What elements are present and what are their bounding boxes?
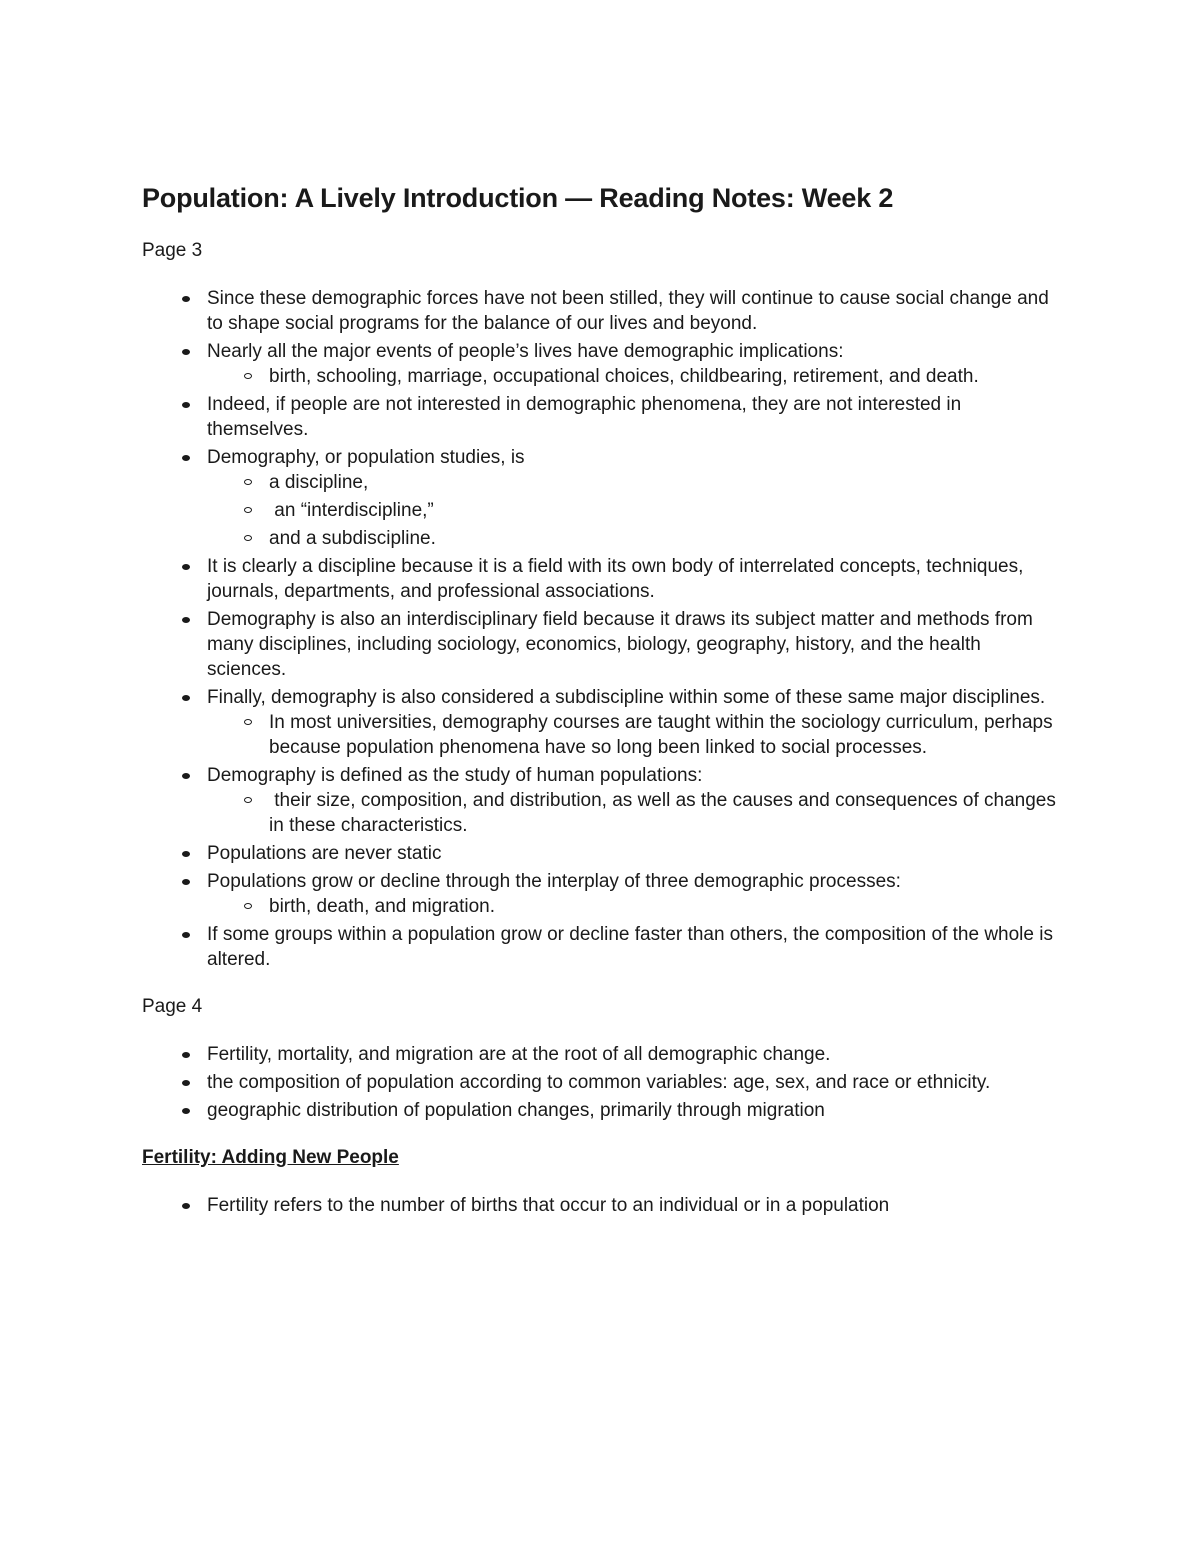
hollow-bullet-icon: [244, 479, 252, 485]
sub-bullet-text: birth, death, and migration.: [269, 896, 496, 917]
bullet-item: [142, 392, 1062, 442]
bullet-text: Fertility, mortality, and migration are at the root of all demographic change.: [207, 1044, 831, 1065]
hollow-bullet-icon: [244, 507, 252, 513]
bullet-dot-icon: [182, 879, 190, 885]
page-4-label: Page 4: [142, 996, 203, 1017]
bullet-text: Populations grow or decline through the interplay of three demographic processes:: [207, 871, 901, 892]
bullet-dot-icon: [182, 1108, 190, 1114]
bullet-item: [142, 685, 1062, 760]
sub-bullet-text: an “interdiscipline,”: [269, 500, 434, 521]
hollow-bullet-icon: [244, 535, 252, 541]
sub-bullet-text: birth, schooling, marriage, occupational choices, childbearing, retirement, and death.: [269, 366, 979, 387]
bullet-dot-icon: [182, 932, 190, 938]
bullet-text: Nearly all the major events of people’s lives have demographic implications:: [207, 341, 844, 362]
bullet-item: [142, 445, 1062, 551]
bullet-item: [142, 1098, 1062, 1123]
sub-bullet-list: [207, 710, 1062, 760]
bullet-text: Demography, or population studies, is: [207, 447, 525, 468]
sub-bullet-list: [207, 364, 1062, 389]
bullet-item: [142, 286, 1062, 336]
sub-bullet-list: [207, 894, 1062, 919]
bullet-dot-icon: [182, 617, 190, 623]
bullet-dot-icon: [182, 455, 190, 461]
bullet-item: [142, 339, 1062, 389]
bullet-item: [142, 1042, 1062, 1067]
bullet-item: [142, 554, 1062, 604]
bullet-dot-icon: [182, 1203, 190, 1209]
sub-bullet-text: and a subdiscipline.: [269, 528, 436, 549]
bullet-dot-icon: [182, 1052, 190, 1058]
sub-bullet-text: their size, composition, and distribution, as well as the causes and consequences of changes in these characteristics.: [269, 790, 1062, 836]
sub-bullet-item: [207, 526, 1062, 551]
bullet-text: Fertility refers to the number of births that occur to an individual or in a population: [207, 1195, 890, 1216]
bullet-text: geographic distribution of population changes, primarily through migration: [207, 1100, 825, 1121]
sub-bullet-item: [207, 710, 1062, 760]
bullet-text: Populations are never static: [207, 843, 442, 864]
bullet-dot-icon: [182, 851, 190, 857]
bullet-text: Finally, demography is also considered a subdiscipline within some of these same major disciplines.: [207, 687, 1046, 708]
hollow-bullet-icon: [244, 373, 252, 379]
hollow-bullet-icon: [244, 719, 252, 725]
hollow-bullet-icon: [244, 903, 252, 909]
sub-bullet-list: [207, 470, 1062, 551]
sub-bullet-list: [207, 788, 1062, 838]
bullet-text: It is clearly a discipline because it is a field with its own body of interrelated concepts, techniques, journals, departments, and professional associations.: [207, 556, 1029, 602]
bullet-item: [142, 763, 1062, 838]
bullet-text: Demography is defined as the study of human populations:: [207, 765, 703, 786]
hollow-bullet-icon: [244, 797, 252, 803]
bullet-dot-icon: [182, 349, 190, 355]
bullet-item: [142, 607, 1062, 682]
bullet-dot-icon: [182, 564, 190, 570]
bullet-text: the composition of population according to common variables: age, sex, and race or ethnicity.: [207, 1072, 991, 1093]
sub-bullet-item: [207, 894, 1062, 919]
page-3-notes-list: [142, 286, 1062, 972]
sub-bullet-item: [207, 788, 1062, 838]
bullet-item: [142, 922, 1062, 972]
bullet-text: If some groups within a population grow or decline faster than others, the composition of the whole is altered.: [207, 924, 1059, 970]
bullet-dot-icon: [182, 773, 190, 779]
bullet-dot-icon: [182, 695, 190, 701]
bullet-item: [142, 869, 1062, 919]
fertility-section-heading: Fertility: Adding New People: [142, 1147, 399, 1168]
bullet-item: [142, 1070, 1062, 1095]
sub-bullet-item: [207, 498, 1062, 523]
page-4-notes-list: [142, 1042, 1062, 1123]
bullet-dot-icon: [182, 1080, 190, 1086]
sub-bullet-text: In most universities, demography courses are taught within the sociology curriculum, perhaps because population phenomena have so long been linked to social processes.: [269, 712, 1058, 758]
bullet-item: [142, 841, 1062, 866]
fertility-notes-list: [142, 1193, 1062, 1218]
page-3-label: Page 3: [142, 240, 203, 261]
sub-bullet-item: [207, 364, 1062, 389]
document-title: Population: A Lively Introduction — Reading Notes: Week 2: [142, 183, 894, 213]
bullet-text: Since these demographic forces have not been stilled, they will continue to cause social change and to shape social programs for the balance of our lives and beyond.: [207, 288, 1055, 334]
bullet-text: Demography is also an interdisciplinary field because it draws its subject matter and methods from many disciplines, including sociology, economics, biology, geography, history, and the health sciences.: [207, 609, 1039, 680]
sub-bullet-text: a discipline,: [269, 472, 369, 493]
bullet-item: [142, 1193, 1062, 1218]
bullet-dot-icon: [182, 402, 190, 408]
bullet-text: Indeed, if people are not interested in demographic phenomena, they are not interested in themselves.: [207, 394, 967, 440]
document-page: [142, 178, 1062, 1240]
sub-bullet-item: [207, 470, 1062, 495]
bullet-dot-icon: [182, 296, 190, 302]
